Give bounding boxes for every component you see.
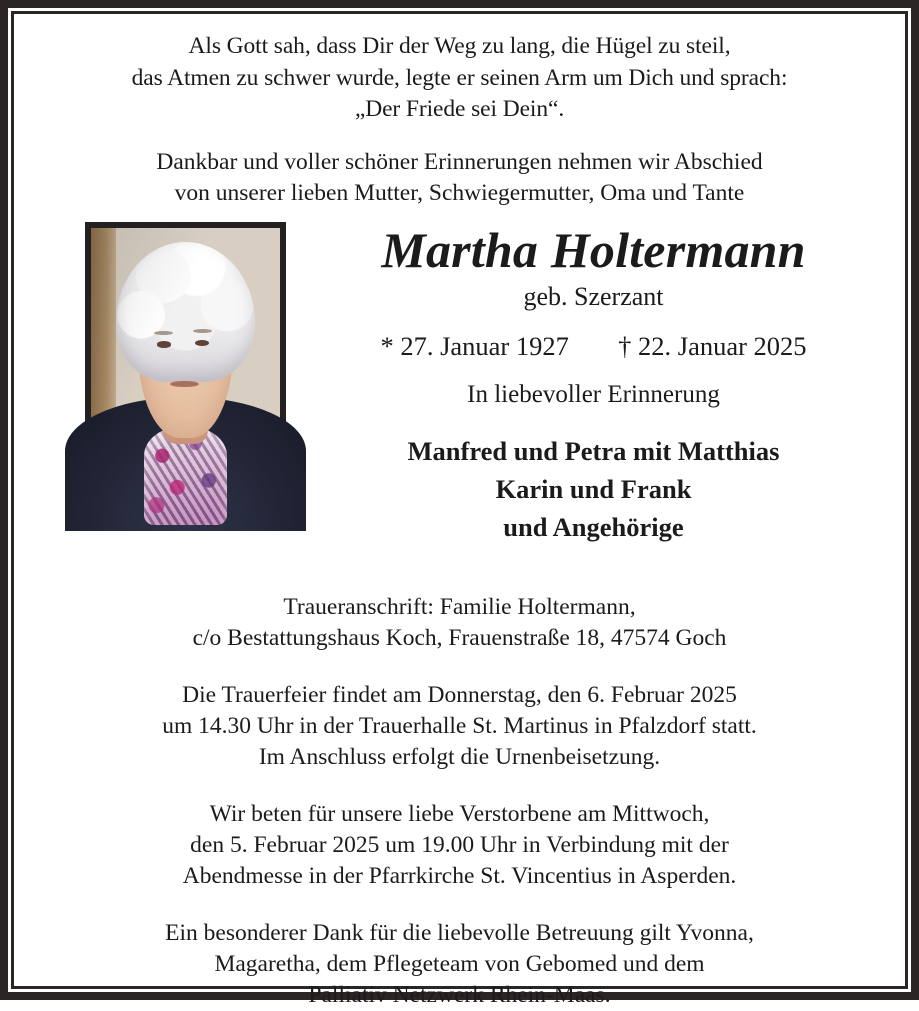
thanks-line-2: Magaretha, dem Pflegeteam von Gebomed und dem [214,950,705,977]
life-dates [300,330,887,362]
prayer-line-1: Wir beten für unsere liebe Verstorbene am Mittwoch, [209,800,710,827]
verse-line-1: Als Gott sah, dass Dir der Weg zu lang, die Hügel zu steil, [188,33,731,59]
notice-border-gap [8,8,911,1008]
photo-hair [116,242,256,382]
prayer-line-2: den 5. Februar 2025 um 19.00 Uhr in Verbindung mit der [190,831,729,858]
address-line-2: c/o Bestattungshaus Koch, Frauenstraße 18, 47574 Goch [192,624,727,651]
photo-eyebrow-right [193,329,212,333]
deceased-name: Martha Holtermann [381,221,806,278]
identity-band [32,222,887,542]
photo-eye-left [157,341,171,347]
birth-date: 27. Januar 1927 [400,330,569,361]
intro-line-1: Dankbar und voller schöner Erinnerungen nehmen wir Abschied [156,148,763,175]
ceremony-line-2: um 14.30 Uhr in der Trauerhalle St. Martinus in Pfalzdorf statt. [162,712,757,739]
verse-block [32,31,887,126]
verse-line-2: das Atmen zu schwer wurde, legte er seinen Arm um Dich und sprach: [131,64,788,91]
photo-eye-right [195,340,209,346]
prayer-service-block [32,799,887,892]
death-date: 22. Januar 2025 [638,330,807,361]
memoriam-line: In liebevoller Erinnerung [467,380,720,408]
prayer-line-3: Abendmesse in der Pfarrkirche St. Vincentius in Asperden. [182,862,737,889]
ceremony-line-1: Die Trauerfeier findet am Donnerstag, den 6. Februar 2025 [182,681,737,708]
intro-block [32,147,887,210]
deceased-portrait-photo [85,222,286,526]
maiden-name: geb. Szerzant [523,281,664,311]
thanks-line-1: Ein besonderer Dank für die liebevolle Betreuung gilt Yvonna, [165,919,754,946]
death-symbol: † [618,330,632,361]
survivors-line-2: Karin und Frank [495,473,692,504]
survivors-line-1: Manfred und Petra mit Matthias [407,435,780,466]
photo-background [91,228,280,520]
identity-text-block [300,222,887,546]
notice-content [14,14,905,1008]
funeral-ceremony-block [32,680,887,773]
survivors-line-3: und Angehörige [503,511,684,542]
survivors-block [300,432,887,546]
verse-line-3: „Der Friede sei Dein“. [354,96,565,122]
birth-symbol: * [380,330,394,361]
thanks-block [32,918,887,1011]
intro-line-2: von unserer lieben Mutter, Schwiegermutter, Oma und Tante [174,180,745,206]
photo-mouth [170,381,198,387]
photo-eyebrow-left [154,331,173,335]
notice-inner-frame [11,11,908,1008]
mourning-address-block [32,592,887,654]
thanks-line-3: Palliativ Netzwerk Rhein-Maas. [308,981,611,1008]
address-line-1: Traueranschrift: Familie Holtermann, [283,593,636,620]
ceremony-line-3: Im Anschluss erfolgt die Urnenbeisetzung. [258,743,661,770]
